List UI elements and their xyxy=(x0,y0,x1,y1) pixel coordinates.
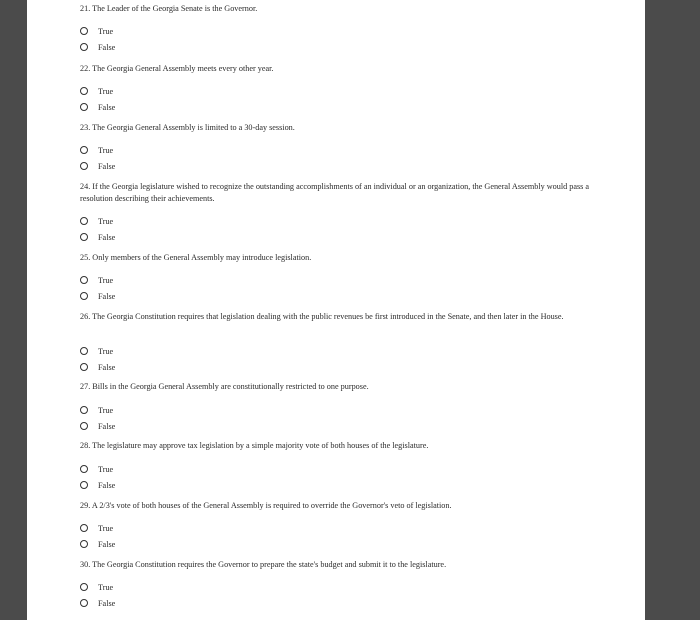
option-label: False xyxy=(98,232,116,242)
radio-button-icon[interactable] xyxy=(80,347,88,355)
question-29-text: 29. A 2/3's vote of both houses of the General Assembly is required to override the Governor's veto of legislation. xyxy=(80,501,452,510)
question-25-text: 25. Only members of the General Assembly may introduce legislation. xyxy=(80,253,312,262)
option-label: True xyxy=(98,346,114,356)
radio-button-icon[interactable] xyxy=(80,583,88,591)
radio-button-icon[interactable] xyxy=(80,43,88,51)
radio-button-icon[interactable] xyxy=(80,162,88,170)
question-27-option-true[interactable] xyxy=(80,404,113,416)
radio-button-icon[interactable] xyxy=(80,27,88,35)
radio-button-icon[interactable] xyxy=(80,103,88,111)
option-label: True xyxy=(98,523,114,533)
radio-button-icon[interactable] xyxy=(80,540,88,548)
radio-button-icon[interactable] xyxy=(80,363,88,371)
question-21-text: 21. The Leader of the Georgia Senate is the Governor. xyxy=(80,4,258,13)
option-label: True xyxy=(98,216,114,226)
option-label: True xyxy=(98,405,114,415)
radio-button-icon[interactable] xyxy=(80,524,88,532)
radio-button-icon[interactable] xyxy=(80,422,88,430)
option-label: True xyxy=(98,145,114,155)
option-label: True xyxy=(98,275,114,285)
option-label: False xyxy=(98,480,116,490)
radio-button-icon[interactable] xyxy=(80,599,88,607)
question-22-option-false[interactable] xyxy=(80,101,115,113)
option-label: True xyxy=(98,582,114,592)
radio-button-icon[interactable] xyxy=(80,217,88,225)
option-label: False xyxy=(98,598,116,608)
question-21-option-false[interactable] xyxy=(80,41,115,53)
option-label: False xyxy=(98,362,116,372)
question-28-text: 28. The legislature may approve tax legislation by a simple majority vote of both houses of the legislature. xyxy=(80,441,429,450)
option-label: False xyxy=(98,42,116,52)
option-label: False xyxy=(98,161,116,171)
question-25-option-false[interactable] xyxy=(80,290,115,302)
question-28-option-false[interactable] xyxy=(80,479,115,491)
question-24-text: 24. If the Georgia legislature wished to recognize the outstanding accomplishments of an individual or an organization, the General Assembly would pass a resolution describing their achievements. xyxy=(80,182,590,203)
right-margin-bar xyxy=(645,0,700,620)
question-26-option-false[interactable] xyxy=(80,361,115,373)
question-27-option-false[interactable] xyxy=(80,420,115,432)
question-30-text: 30. The Georgia Constitution requires the Governor to prepare the state's budget and submit it to the legislature. xyxy=(80,560,447,569)
question-22-text: 22. The Georgia General Assembly meets every other year. xyxy=(80,64,274,73)
option-label: False xyxy=(98,539,116,549)
radio-button-icon[interactable] xyxy=(80,481,88,489)
question-27-text: 27. Bills in the Georgia General Assembly are constitutionally restricted to one purpose. xyxy=(80,382,369,391)
question-25-option-true[interactable] xyxy=(80,274,113,286)
question-24-option-false[interactable] xyxy=(80,231,115,243)
question-30-option-true[interactable] xyxy=(80,581,113,593)
question-23-option-true[interactable] xyxy=(80,144,113,156)
quiz-page xyxy=(27,0,645,620)
question-23-option-false[interactable] xyxy=(80,160,115,172)
question-26-option-true[interactable] xyxy=(80,345,113,357)
option-label: False xyxy=(98,291,116,301)
radio-button-icon[interactable] xyxy=(80,292,88,300)
option-label: True xyxy=(98,26,114,36)
question-29-option-false[interactable] xyxy=(80,538,115,550)
question-21-option-true[interactable] xyxy=(80,25,113,37)
question-26-text: 26. The Georgia Constitution requires that legislation dealing with the public revenues be first introduced in the Senate, and then later in the House. xyxy=(80,312,564,321)
question-23-text: 23. The Georgia General Assembly is limited to a 30-day session. xyxy=(80,123,295,132)
option-label: False xyxy=(98,421,116,431)
left-margin-bar xyxy=(0,0,27,620)
radio-button-icon[interactable] xyxy=(80,276,88,284)
question-30-option-false[interactable] xyxy=(80,597,115,609)
radio-button-icon[interactable] xyxy=(80,406,88,414)
radio-button-icon[interactable] xyxy=(80,146,88,154)
question-24-option-true[interactable] xyxy=(80,215,113,227)
option-label: True xyxy=(98,86,114,96)
question-28-option-true[interactable] xyxy=(80,463,113,475)
option-label: True xyxy=(98,464,114,474)
question-22-option-true[interactable] xyxy=(80,85,113,97)
radio-button-icon[interactable] xyxy=(80,465,88,473)
question-29-option-true[interactable] xyxy=(80,522,113,534)
option-label: False xyxy=(98,102,116,112)
radio-button-icon[interactable] xyxy=(80,87,88,95)
radio-button-icon[interactable] xyxy=(80,233,88,241)
